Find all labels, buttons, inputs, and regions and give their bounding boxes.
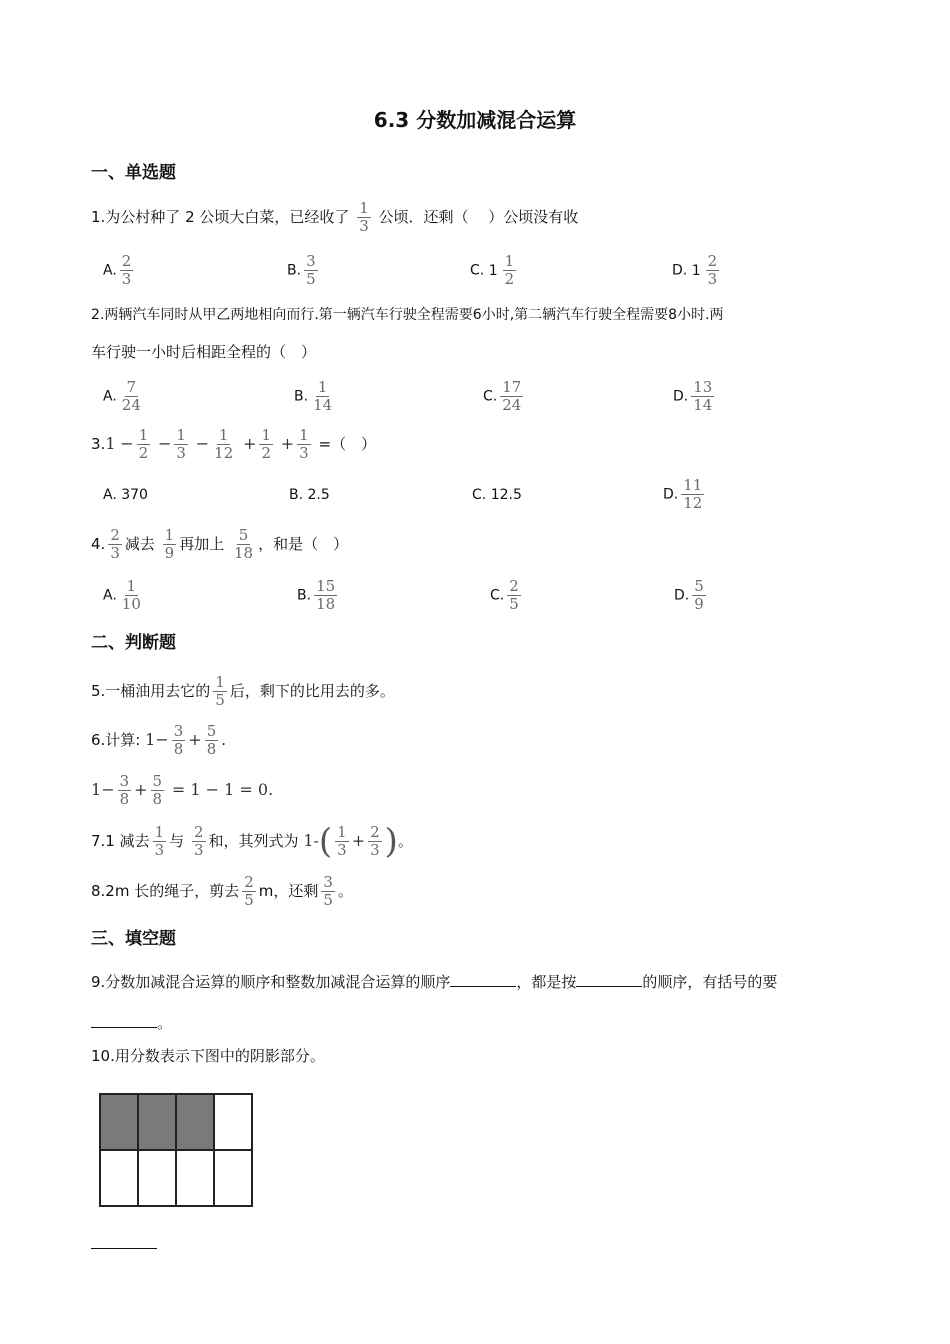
- option-d[interactable]: D. $\frac{11}{12}$: [663, 476, 703, 512]
- fraction-grid-figure: [99, 1093, 251, 1205]
- question-5: 5.一桶油用去它的 $\frac{1}{5}$ 后，剩下的比用去的多。: [91, 673, 395, 709]
- option-a[interactable]: A. $\frac{1}{10}$: [103, 577, 141, 613]
- answer-blank[interactable]: [576, 972, 642, 987]
- grid-cell: [137, 1149, 177, 1207]
- grid-cell: [213, 1149, 253, 1207]
- grid-cell-shaded: [175, 1093, 215, 1151]
- section-heading-fill-blank: 三、填空题: [91, 929, 176, 949]
- grid-cell-shaded: [137, 1093, 177, 1151]
- question-1: [91, 201, 578, 234]
- option-a[interactable]: A. 370: [103, 487, 148, 503]
- option-c[interactable]: C. 12.5: [472, 487, 522, 503]
- answer-blank[interactable]: [91, 1236, 157, 1249]
- option-a[interactable]: A. $\frac{2}{3}$: [103, 252, 132, 288]
- answer-blank[interactable]: [91, 1013, 157, 1028]
- option-c[interactable]: C. 1 $\frac{1}{2}$: [470, 252, 515, 288]
- section-heading-true-false: 二、判断题: [91, 633, 176, 653]
- question-9: 9.分数加减混合运算的顺序和整数加减混合运算的顺序 ，都是按 的顺序，有括号的要: [91, 973, 778, 991]
- section-heading-single-choice: 一、单选题: [91, 163, 176, 183]
- right-paren-icon: ): [384, 821, 398, 862]
- option-b[interactable]: B. $\frac{1}{14}$: [294, 378, 333, 414]
- question-8: 8.2m 长的绳子，剪去 $\frac{2}{5}$ m，还剩 $\frac{3}{5}$ 。: [91, 873, 353, 909]
- question-7: 7.1 减去 $\frac{1}{3}$ 与 $\frac{2}{3}$ 和，其列式为 1-( $\frac{1}{3}$ + $\frac{2}{3}$ )。: [91, 821, 413, 862]
- grid-cell-shaded: [99, 1093, 139, 1151]
- question-2-line-1: 2.两辆汽车同时从甲乙两地相向而行.第一辆汽车行驶全程需要6小时,第二辆汽车行驶全程需要8小时.两: [91, 307, 724, 323]
- option-d[interactable]: D. 1 $\frac{2}{3}$: [672, 252, 718, 288]
- question-9-continued: 。: [91, 1012, 172, 1034]
- option-c[interactable]: C. $\frac{17}{24}$: [483, 378, 522, 414]
- fraction: $\frac{1}{3}$: [359, 199, 369, 235]
- grid-cell: [213, 1093, 253, 1151]
- question-6-statement: 1− $\frac{3}{8}$ + $\frac{5}{8}$ = 1 − 1 = 0.: [91, 772, 274, 808]
- grid-cell: [175, 1149, 215, 1207]
- option-d[interactable]: D. $\frac{5}{9}$: [674, 577, 704, 613]
- question-2-line-2: 车行驶一小时后相距全程的（ ）: [91, 343, 317, 361]
- option-b[interactable]: B. $\frac{3}{5}$: [287, 252, 316, 288]
- question-4: 4. $\frac{2}{3}$ 减去 $\frac{1}{9}$ 再加上 $\frac{5}{18}$ ，和是（ ）: [91, 526, 349, 562]
- answer-blank[interactable]: [450, 972, 516, 987]
- question-6: 6.计算: 1− $\frac{3}{8}$ + $\frac{5}{8}$ .: [91, 722, 227, 758]
- option-b[interactable]: B. 2.5: [289, 487, 330, 503]
- question-text: 公顷．还剩（ ）公顷没有收: [378, 208, 579, 226]
- page-title: 6.3 分数加减混合运算: [373, 108, 577, 132]
- option-d[interactable]: D. $\frac{13}{14}$: [673, 378, 713, 414]
- question-text: 1.为公村种了 2 公顷大白菜，已经收了: [91, 208, 350, 226]
- option-b[interactable]: B. $\frac{15}{18}$: [297, 577, 336, 613]
- left-paren-icon: (: [318, 821, 333, 862]
- option-a[interactable]: A. $\frac{7}{24}$: [103, 378, 141, 414]
- grid-cell: [99, 1149, 139, 1207]
- question-10: 10.用分数表示下图中的阴影部分。: [91, 1047, 325, 1065]
- question-3: 3.1 − $\frac{1}{2}$ − $\frac{1}{3}$ − $\frac{1}{12}$ + $\frac{1}{2}$ + $\frac{1}{3}$ =（ ）: [91, 426, 377, 462]
- option-c[interactable]: C. $\frac{2}{5}$: [490, 577, 519, 613]
